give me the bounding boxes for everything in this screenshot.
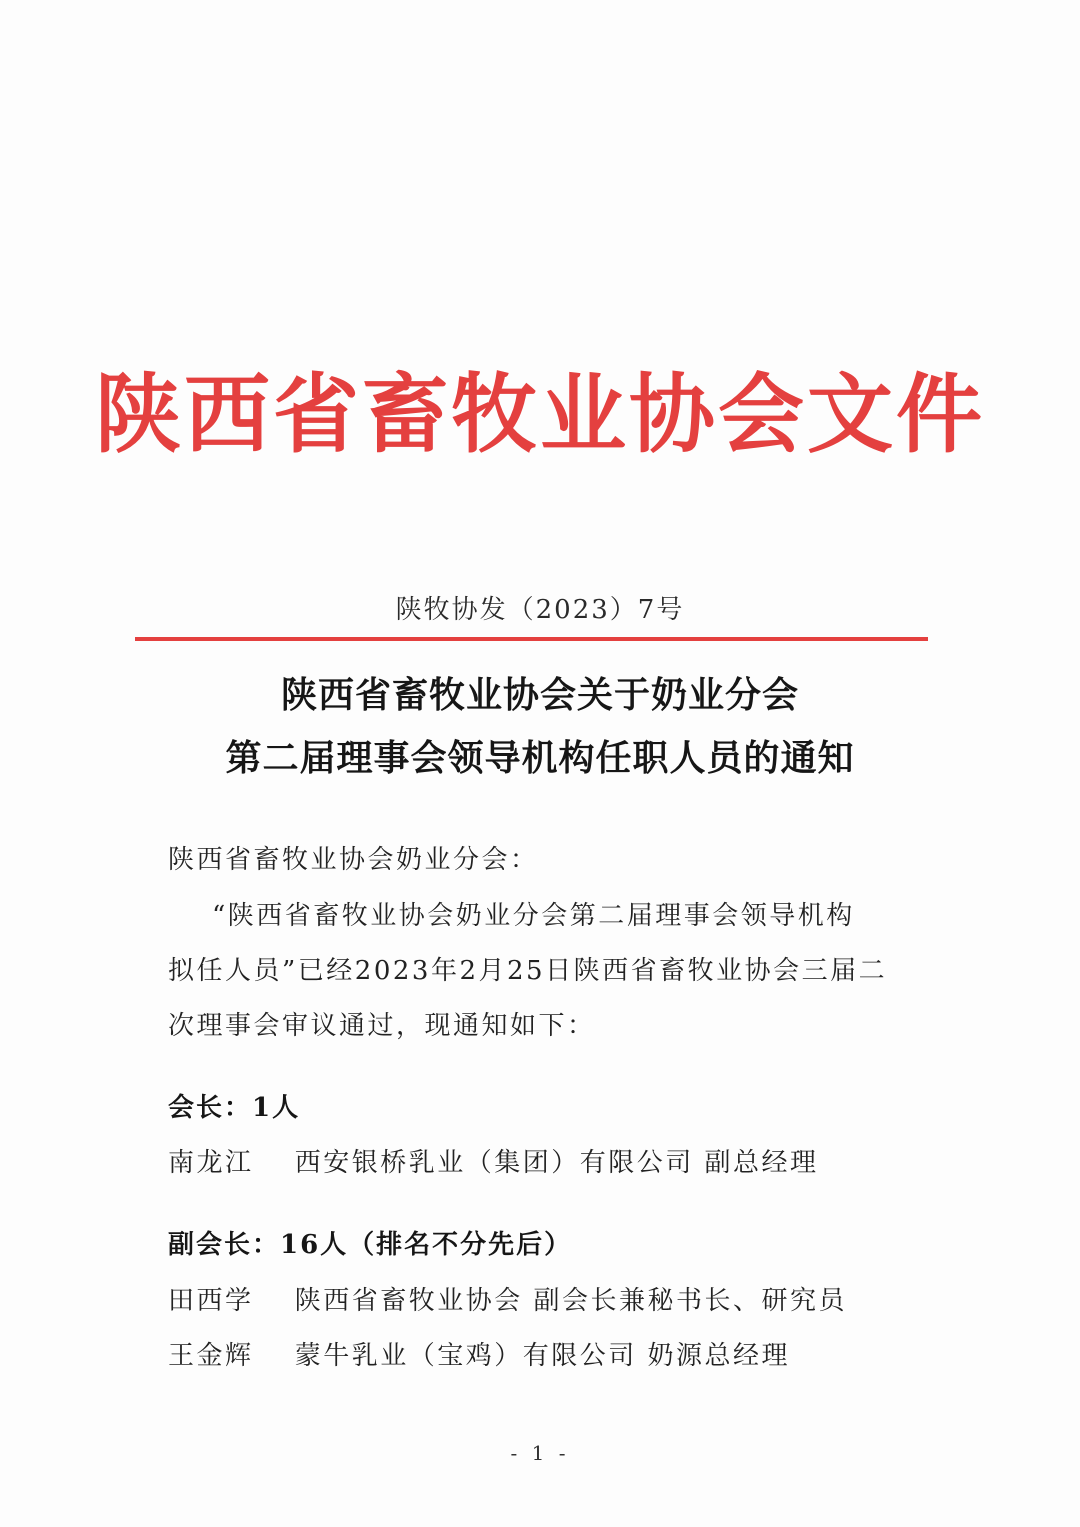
body-paragraph-line-3: 次理事会审议通过，现通知如下： — [168, 1011, 596, 1041]
vice-president-member-row — [168, 1281, 847, 1321]
salutation: 陕西省畜牧业协会奶业分会： — [168, 845, 539, 875]
org-document-header: 陕西省畜牧业协会文件 — [95, 364, 985, 465]
body-paragraph-line-2: 拟任人员”已经2023年2月25日陕西省畜牧业协会三届二 — [168, 956, 888, 986]
document-number: 陕牧协发（2023）7号 — [395, 595, 685, 625]
member-detail: 陕西省畜牧业协会 副会长兼秘书长、研究员 — [294, 1286, 848, 1316]
member-name: 王金辉 — [168, 1341, 254, 1371]
page-number: - 1 - — [510, 1441, 570, 1465]
member-name: 南龙江 — [168, 1148, 254, 1178]
vice-president-member-row — [168, 1336, 790, 1376]
member-detail: 西安银桥乳业（集团）有限公司 副总经理 — [294, 1148, 819, 1178]
president-section-heading: 会长：1人 — [168, 1093, 301, 1123]
notice-title-line-1: 陕西省畜牧业协会关于奶业分会 — [280, 675, 799, 716]
member-name: 田西学 — [168, 1286, 254, 1316]
president-member-row — [168, 1143, 819, 1183]
vice-president-section-heading: 副会长：16人（排名不分先后） — [168, 1230, 573, 1260]
member-detail: 蒙牛乳业（宝鸡）有限公司 奶源总经理 — [294, 1341, 791, 1371]
red-divider-rule — [135, 637, 928, 641]
notice-title-line-2: 第二届理事会领导机构任职人员的通知 — [225, 738, 855, 779]
body-paragraph-line-1: “陕西省畜牧业协会奶业分会第二届理事会领导机构 — [212, 901, 855, 931]
